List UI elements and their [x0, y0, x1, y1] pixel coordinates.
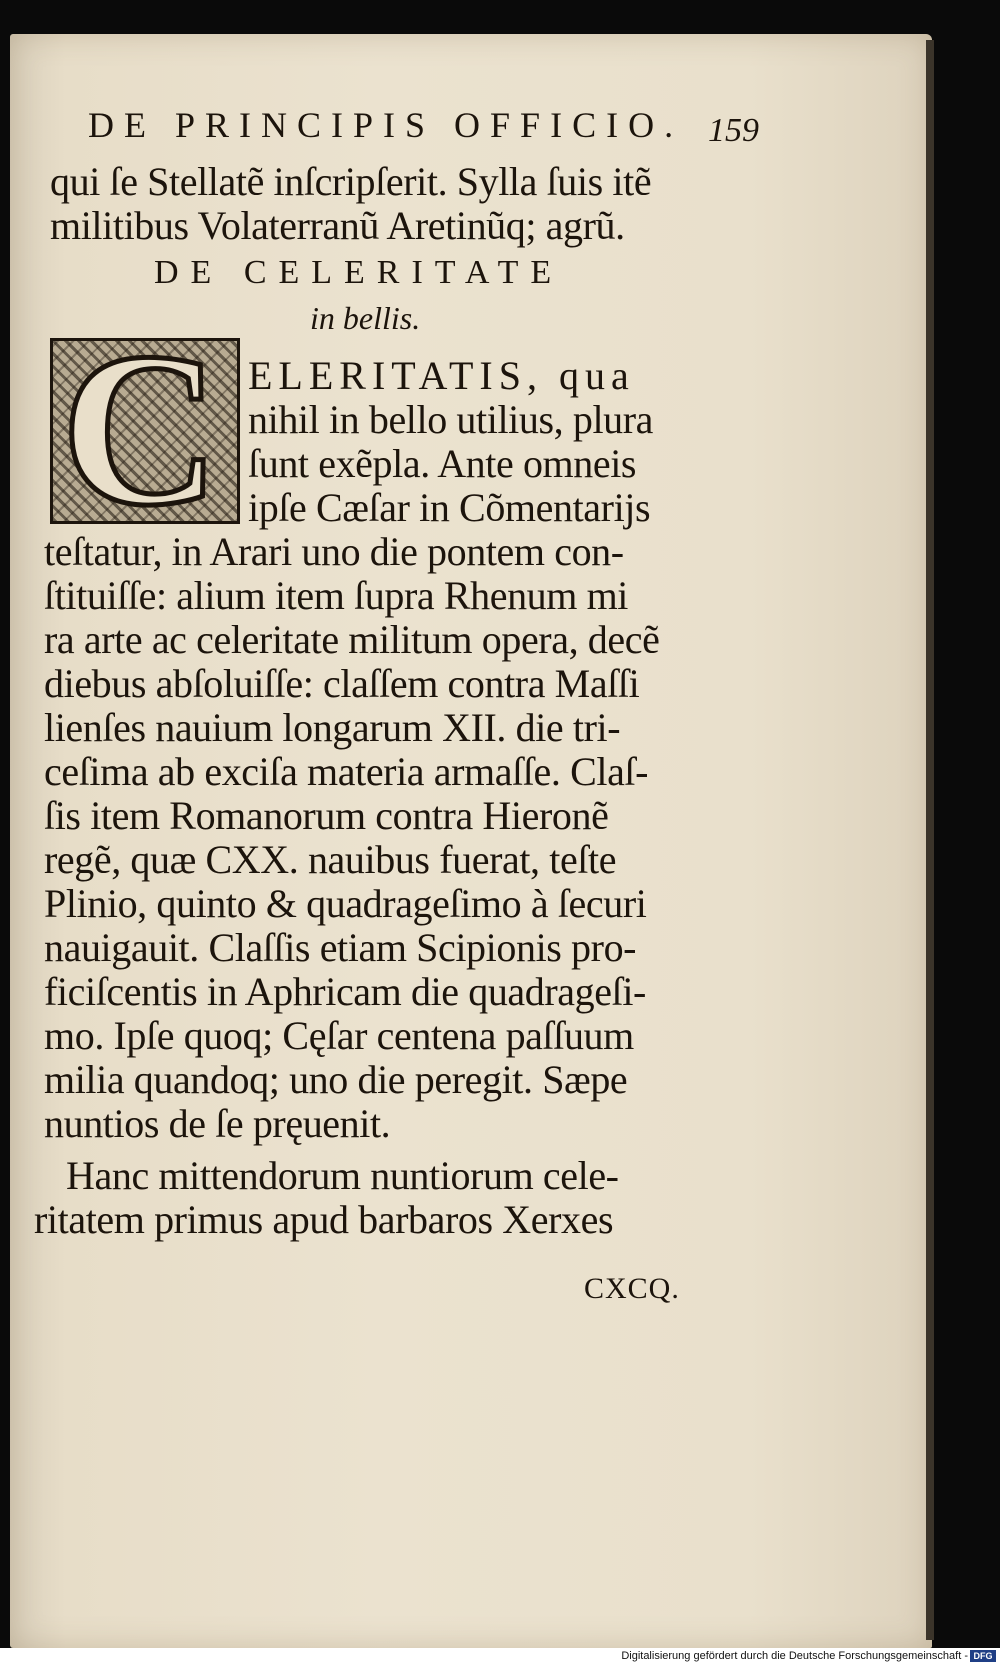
- text-line: regẽ, quæ CXX. nauibus fuerat, teſte: [44, 837, 617, 882]
- text-line: militibus Volaterranũ Aretinũq; agrũ.: [50, 203, 625, 248]
- text-line: ra arte ac celeritate militum opera, decẽ: [44, 617, 660, 662]
- text-line: nihil in bello utilius, plura: [248, 397, 654, 442]
- text-line: ſunt exẽpla. Ante omneis: [248, 441, 637, 486]
- text-line: milia quandoq; uno die peregit. Sæpe: [44, 1057, 628, 1102]
- text-line: ficiſcentis in Aphricam die quadrageſi-: [44, 969, 646, 1014]
- text-line: ſtituiſſe: alium item ſupra Rhenum mi: [44, 573, 629, 618]
- text-line: ſis item Romanorum contra Hieronẽ: [44, 793, 609, 838]
- text-line: qui ſe Stellatẽ inſcripſerit. Sylla ſuis itẽ: [50, 159, 652, 204]
- page-number: 159: [708, 112, 759, 149]
- text-line: mo. Ipſe quoq; Cęſar centena paſſuum: [44, 1013, 634, 1058]
- initial-letter: C: [61, 307, 220, 551]
- dfg-logo: DFG: [970, 1650, 996, 1662]
- text-line: lienſes nauium longarum XII. die tri-: [44, 705, 621, 750]
- text-line: Hanc mittendorum nuntiorum cele-: [66, 1153, 619, 1198]
- page-edge: [926, 40, 934, 1640]
- running-head: DE PRINCIPIS OFFICIO.: [88, 105, 684, 145]
- text-line: ceſima ab exciſa materia armaſſe. Claſ-: [44, 749, 649, 794]
- text-line: teſtatur, in Arari uno die pontem con-: [44, 529, 624, 574]
- text-line: nauigauit. Claſſis etiam Scipionis pro-: [44, 925, 637, 970]
- text-line: diebus abſoluiſſe: claſſem contra Maſſi: [44, 661, 640, 706]
- text-line: ritatem primus apud barbaros Xerxes: [34, 1197, 614, 1242]
- funding-credit: Digitalisierung gefördert durch die Deutsche Forschungsgemeinschaft -: [621, 1650, 968, 1662]
- text-line: ELERITATIS, qua: [248, 353, 635, 398]
- decorated-initial: [50, 307, 240, 551]
- section-heading: DE CELERITATE: [154, 254, 564, 291]
- text-line: nuntios de ſe pręuenit.: [44, 1101, 391, 1146]
- section-subheading: in bellis.: [310, 300, 421, 336]
- catchword: CXCQ.: [584, 1272, 680, 1305]
- text-line: Plinio, quinto & quadrageſimo à ſecuri: [44, 881, 647, 926]
- text-line: ipſe Cæſar in Cõmentarijs: [248, 485, 651, 530]
